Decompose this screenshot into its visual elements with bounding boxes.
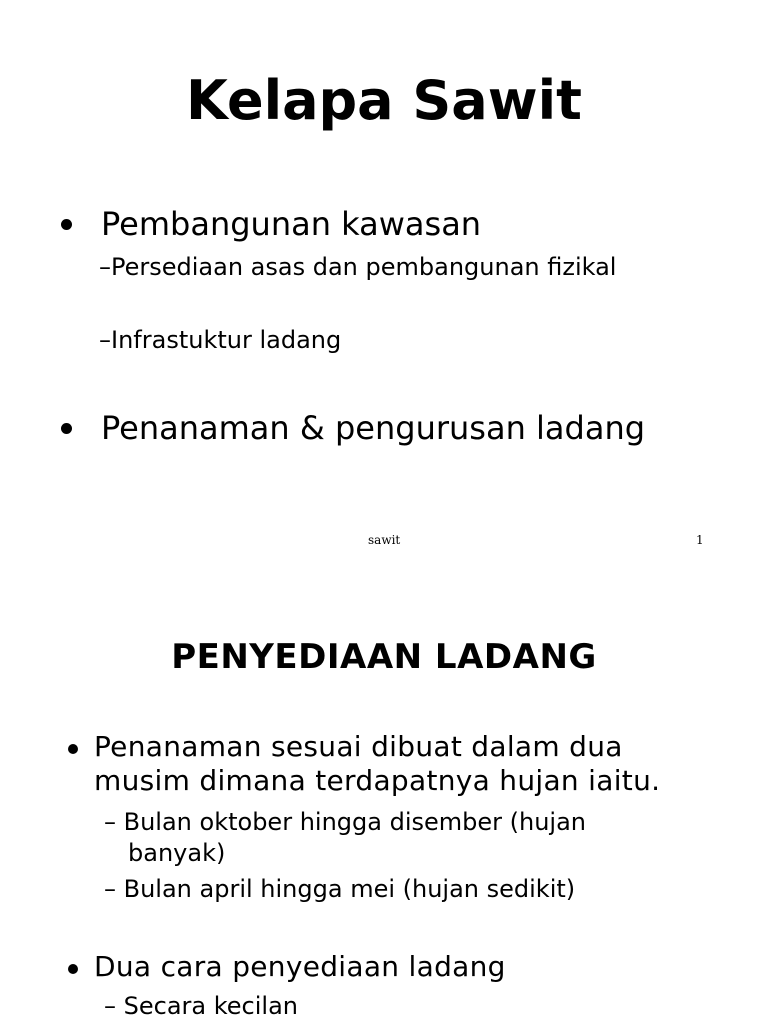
bullet-dot [68, 744, 78, 754]
bullet-pembangunan-kawasan: Pembangunan kawasan [101, 205, 482, 243]
subitem-persediaan-asas: –Persediaan asas dan pembangunan fizikal [99, 253, 617, 281]
bullet-penanaman-pengurusan: Penanaman & pengurusan ladang [101, 409, 646, 447]
bullet-dua-cara: Dua cara penyediaan ladang [94, 950, 506, 983]
bullet-dot [61, 423, 72, 434]
subitem-secara-kecilan: – Secara kecilan [104, 992, 298, 1020]
slide-1-title: Kelapa Sawit [186, 69, 582, 132]
subitem-bulan-oktober-line-1: – Bulan oktober hingga disember (hujan [104, 808, 587, 836]
slide-2 [0, 575, 768, 1024]
slide-2-title: PENYEDIAAN LADANG [171, 637, 597, 677]
bullet-penanaman-sesuai-line-2: musim dimana terdapatnya hujan iaitu. [94, 764, 661, 797]
subitem-bulan-april: – Bulan april hingga mei (hujan sedikit) [104, 875, 576, 903]
page-number: 1 [696, 533, 704, 547]
bullet-dot [68, 964, 78, 974]
bullet-dot [61, 219, 72, 230]
subitem-infrastuktur-ladang: –Infrastuktur ladang [99, 326, 342, 354]
footer-label: sawit [368, 533, 401, 547]
bullet-penanaman-sesuai-line-1: Penanaman sesuai dibuat dalam dua [94, 730, 623, 763]
subitem-bulan-oktober-line-2: banyak) [128, 839, 226, 867]
